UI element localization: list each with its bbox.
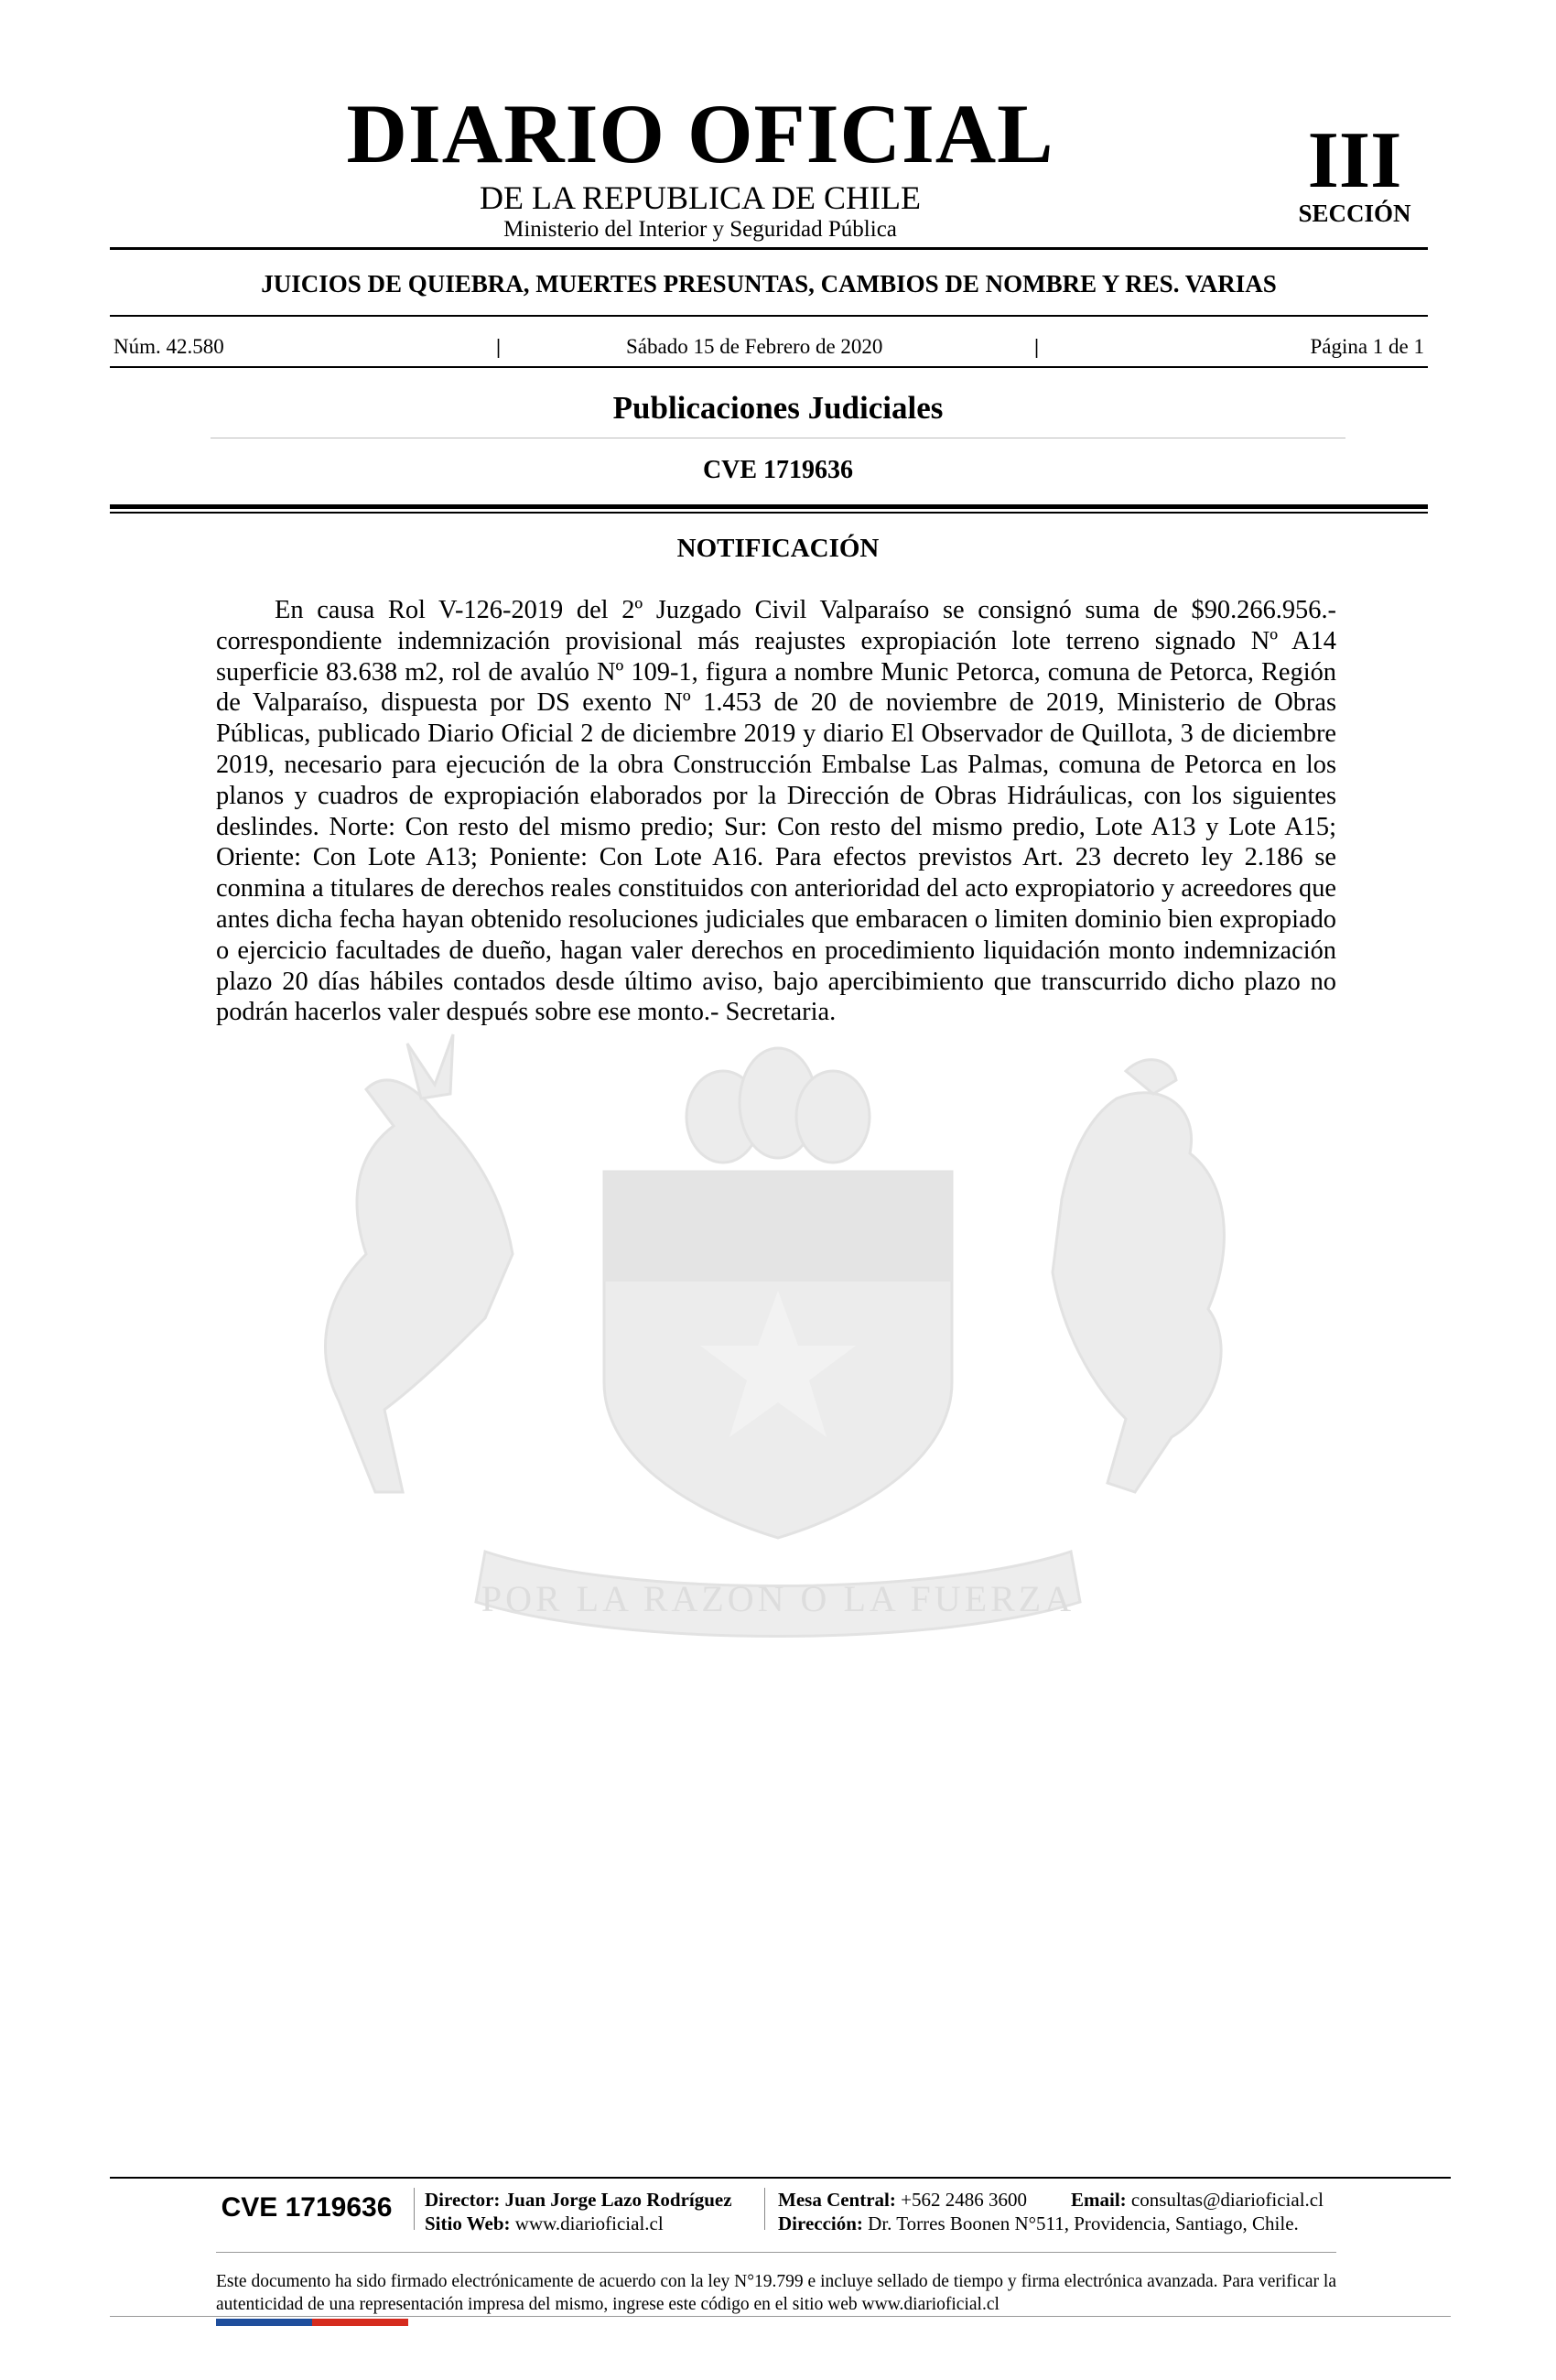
footer-cve-code: CVE 1719636: [221, 2192, 393, 2223]
footer-email: [1071, 2188, 1324, 2212]
footer-rule-mid: [216, 2252, 1336, 2253]
footer-phone: [778, 2188, 1027, 2212]
footer-website: [425, 2212, 664, 2235]
email-link[interactable]: consultas@diarioficial.cl: [1130, 2189, 1324, 2211]
notice-body: [216, 595, 1336, 1028]
masthead-subtitle: DE LA REPUBLICA DE CHILE: [480, 179, 921, 216]
address-text: Dr. Torres Boonen N°511, Providencia, Santiago, Chile.: [868, 2212, 1299, 2234]
masthead-title: DIARIO OFICIAL: [346, 87, 1054, 180]
notice-body-text: En causa Rol V-126-2019 del 2º Juzgado Civil Valparaíso se consignó suma de $90.266.956.- correspondiente indemnización provisional más reajustes expropiación lote terreno signado Nº A14 superficie 83.638 m2, rol de avalúo Nº 109-1, figura a nombre Munic Petorca, comuna de Petorca, Región de Valparaíso, dispuesta por DS exento Nº 1.453 de 20 de noviembre de 2019, Ministerio de Obras Públicas, publicado Diario Oficial 2 de diciembre 2019 y diario El Observador de Quillota, 3 de diciembre 2019, necesario para ejecución de la obra Construcción Embalse Las Palmas, comuna de Petorca en los planos y cuadros de expropiación elaborados por la Dirección de Obras Hidráulicas, con los siguientes deslindes. Norte: Con resto del mismo predio; Sur: Con resto del mismo predio, Lote A13 y Lote A15; Oriente: Con Lote A13; Poniente: Con Lote A16. Para efectos previstos Art. 23 decreto ley 2.186 se conmina a titulares de derechos reales constituidos con anterioridad del acto expropiatorio y acreedores que antes dicha fecha hayan obtenido resoluciones judiciales que embaracen o limiten dominio bien expropiado o ejercicio facultades de dueño, hagan valer derechos en procedimiento liquidación monto indemnización plazo 20 días hábiles contados desde último aviso, bajo apercibimiento que transcurrido dicho plazo no podrán hacerlos valer después sobre ese monto.- Secretaria.: [216, 596, 1336, 1027]
section-heading: JUICIOS DE QUIEBRA, MUERTES PRESUNTAS, CAMBIOS DE NOMBRE Y RES. VARIAS: [261, 270, 1277, 298]
director-name: Juan Jorge Lazo Rodríguez: [504, 2189, 732, 2211]
footer-director: [425, 2188, 732, 2212]
notice-title: NOTIFICACIÓN: [676, 534, 880, 563]
email-label: Email:: [1071, 2189, 1127, 2211]
issue-number: Núm. 42.580: [113, 335, 224, 358]
phone-number: +562 2486 3600: [901, 2189, 1027, 2211]
footer-legal-notice: Este documento ha sido firmado electrónicamente de acuerdo con la ley N°19.799 e incluye sellado de tiempo y firma electrónica avanzada. Para verificar la autenticidad de una representación impresa del mismo, ingrese este código en el sitio web www.diarioficial.cl: [216, 2272, 1336, 2314]
section-number: III: [1307, 116, 1402, 205]
publication-title: Publicaciones Judiciales: [612, 390, 944, 426]
issue-date: Sábado 15 de Febrero de 2020: [626, 335, 883, 358]
footer-rule-top: [110, 2177, 1451, 2179]
cve-rule-thick: [110, 504, 1428, 509]
section-heading-rule: [110, 315, 1428, 317]
issue-page: Página 1 de 1: [1310, 335, 1424, 358]
cve-rule-thin: [110, 512, 1428, 514]
footer-divider: [764, 2188, 765, 2230]
issue-separator: |: [496, 335, 502, 358]
section-label: SECCIÓN: [1298, 200, 1411, 227]
masthead-ministry: Ministerio del Interior y Seguridad Pública: [503, 217, 897, 242]
cve-code: CVE 1719636: [702, 456, 854, 484]
website-link[interactable]: www.diarioficial.cl: [514, 2212, 664, 2234]
address-label: Dirección:: [778, 2212, 863, 2234]
footer-address: [778, 2212, 1299, 2235]
phone-label: Mesa Central:: [778, 2189, 896, 2211]
issue-info-row: [113, 335, 1424, 359]
director-label: Director:: [425, 2189, 501, 2211]
watermark-motto: POR LA RAZON O LA FUERZA: [481, 1578, 1075, 1619]
flag-stripe-blue: [216, 2319, 312, 2326]
website-label: Sitio Web:: [425, 2212, 511, 2234]
footer-rule-bottom: [110, 2316, 1451, 2317]
coat-of-arms-watermark-icon: [211, 1016, 1345, 1675]
masthead-rule: [110, 247, 1428, 250]
issue-separator: |: [1034, 335, 1040, 358]
issue-rule: [110, 366, 1428, 368]
flag-stripe-red: [312, 2319, 408, 2326]
footer-divider: [414, 2188, 415, 2230]
